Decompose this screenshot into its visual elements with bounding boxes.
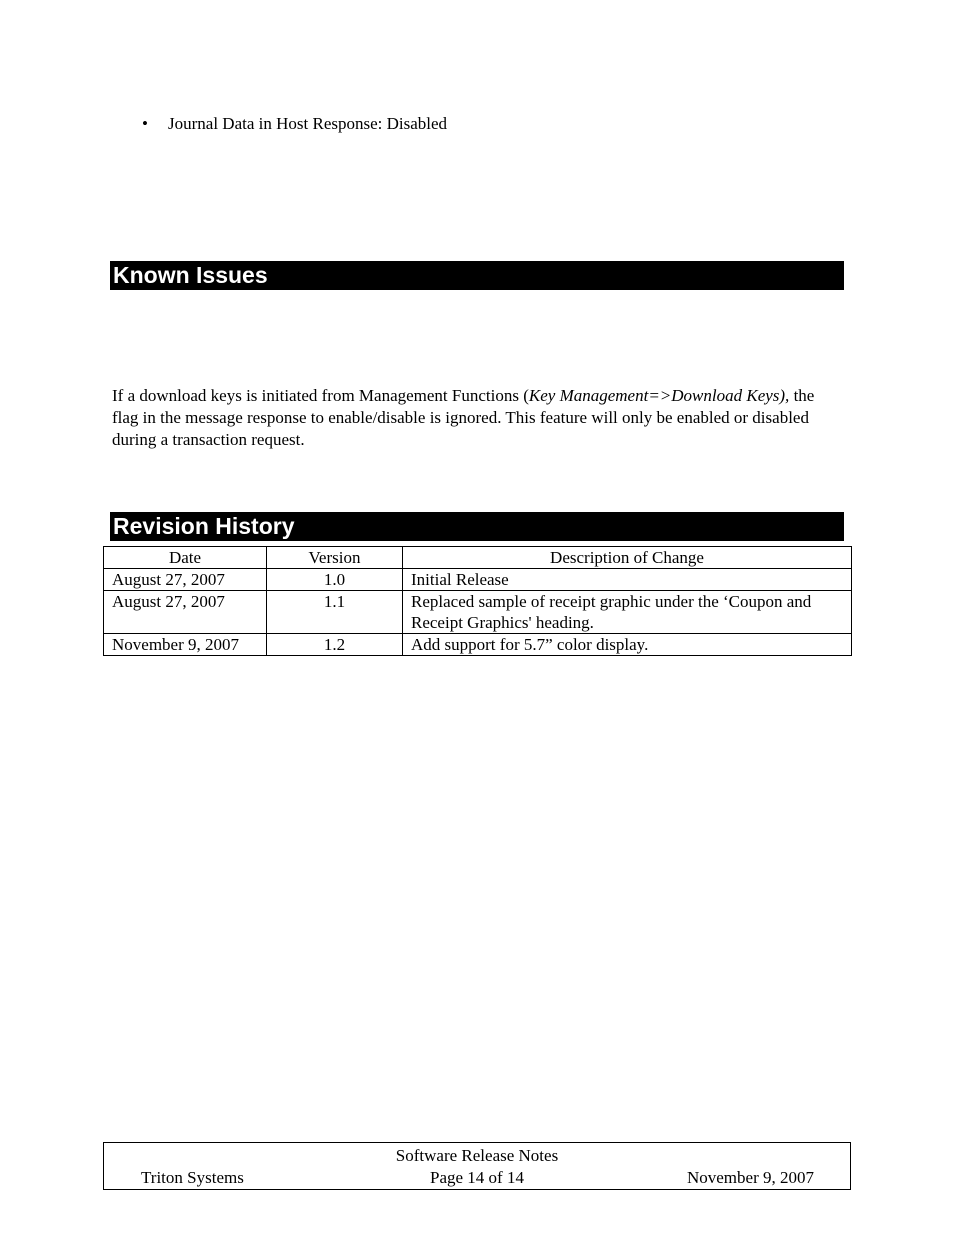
bullet-text: Journal Data in Host Response: Disabled [168, 114, 448, 133]
column-header-version: Version [267, 547, 403, 569]
paragraph-part1: If a download keys is initiated from Management Functions ( [112, 386, 529, 405]
table-row [104, 569, 852, 591]
cell-date: August 27, 2007 [104, 569, 267, 591]
known-issues-heading: Known Issues [110, 261, 844, 290]
paragraph-italic: Key Management=>Download Keys), [528, 386, 790, 405]
footer-company: Triton Systems [141, 1168, 244, 1187]
cell-description: Replaced sample of receipt graphic under the ‘Coupon and Receipt Graphics' heading. [403, 591, 852, 634]
cell-date: August 27, 2007 [104, 591, 267, 634]
column-header-date: Date [104, 547, 267, 569]
known-issues-paragraph [112, 385, 822, 451]
column-header-description: Description of Change [403, 547, 852, 569]
paragraph-part2: the flag in the message response to enable/disable is ignored. This feature will only be enabled or disabled during a transaction request. [112, 386, 815, 449]
footer-date: November 9, 2007 [686, 1168, 814, 1187]
page-footer [103, 1142, 851, 1190]
footer-page-number: Page 14 of 14 [430, 1168, 524, 1187]
revision-history-heading: Revision History [110, 512, 844, 541]
cell-description: Initial Release [403, 569, 852, 591]
cell-version: 1.2 [267, 634, 403, 656]
bullet-item [142, 113, 447, 135]
revision-history-table [103, 546, 852, 656]
cell-date: November 9, 2007 [104, 634, 267, 656]
table-row [104, 591, 852, 634]
table-header-row [104, 547, 852, 569]
cell-version: 1.0 [267, 569, 403, 591]
bullet-symbol: • [142, 114, 148, 133]
table-row [104, 634, 852, 656]
cell-version: 1.1 [267, 591, 403, 634]
footer-title: Software Release Notes [395, 1146, 559, 1165]
cell-description: Add support for 5.7” color display. [403, 634, 852, 656]
